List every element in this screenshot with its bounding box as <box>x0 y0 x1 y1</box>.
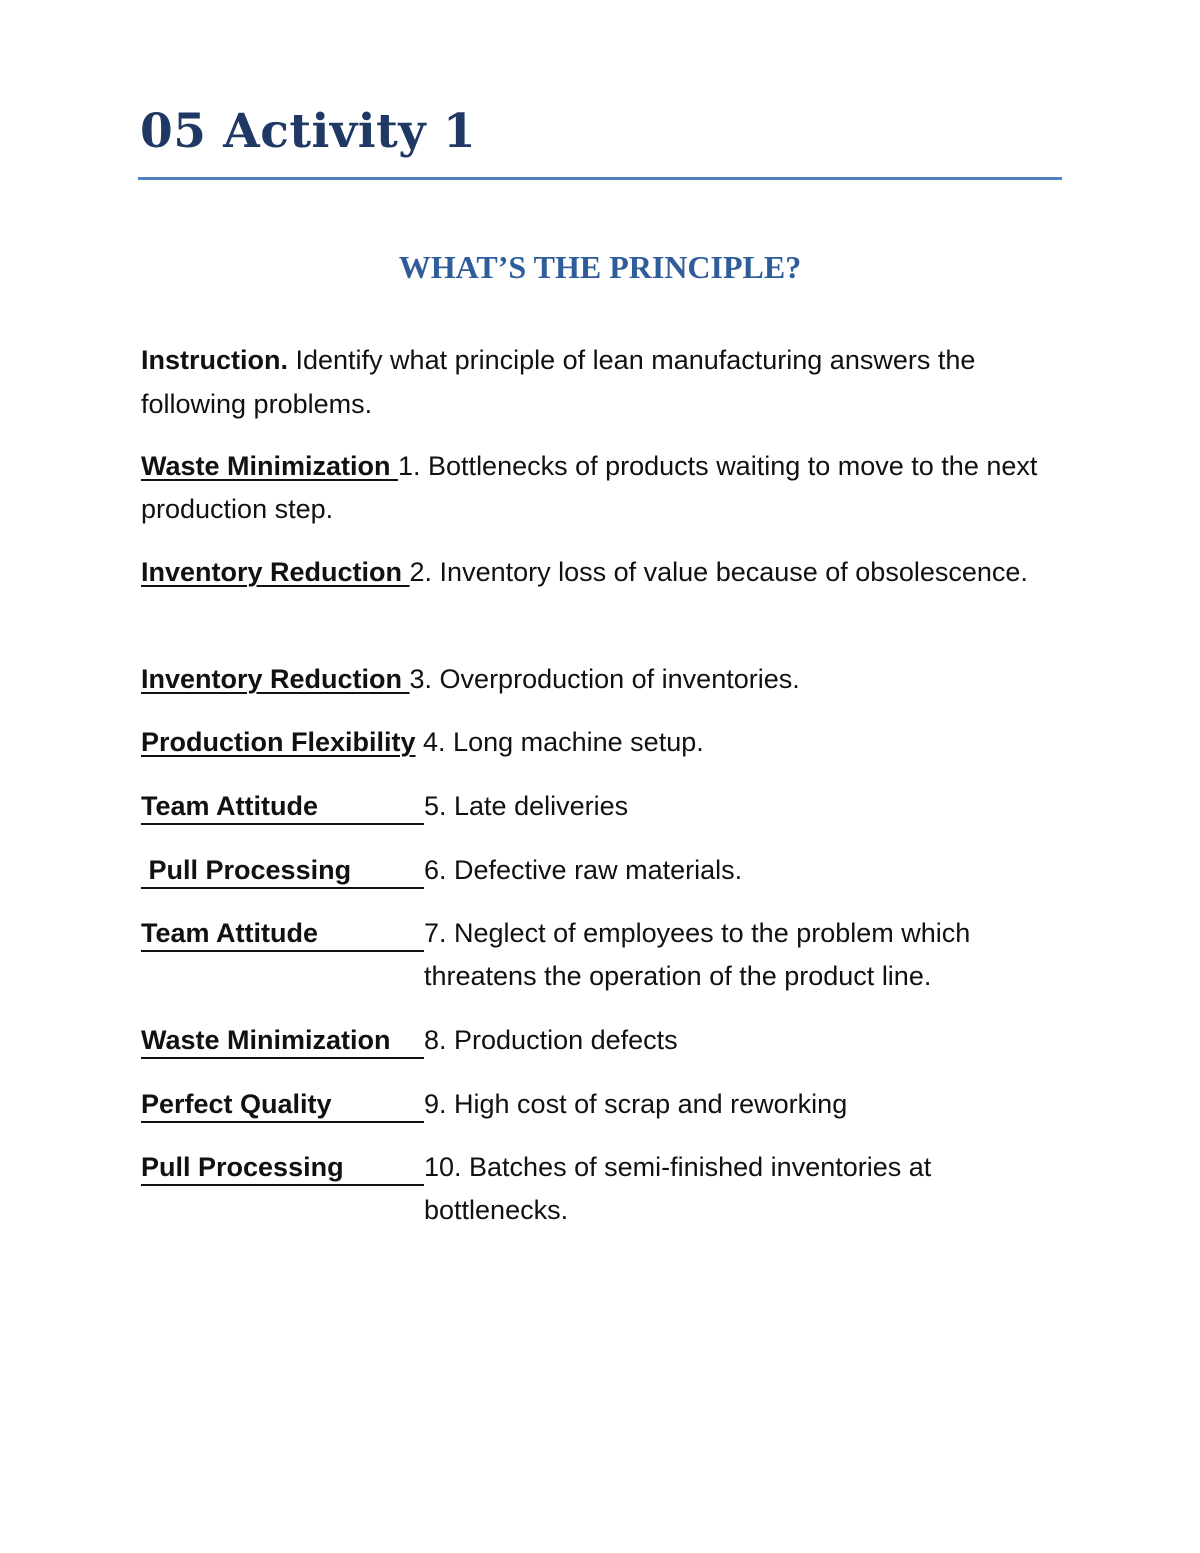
question-text: 2. Inventory loss of value because of obsolescence. <box>409 557 1028 587</box>
answer-label: Waste Minimization <box>141 1023 424 1059</box>
instruction-paragraph <box>141 338 1061 426</box>
answer-label: Team Attitude <box>141 916 424 952</box>
answer-label: Pull Processing <box>141 853 424 889</box>
answer-label: Production Flexibility <box>141 727 416 757</box>
document-title: 05 Activity 1 <box>140 104 477 159</box>
answer-label: Perfect Quality <box>141 1087 424 1123</box>
question-text: 7. Neglect of employees to the problem which threatens the operation of the product line. <box>424 918 971 991</box>
list-item <box>141 658 1061 701</box>
answer-label: Inventory Reduction <box>141 557 410 587</box>
list-item <box>141 912 1061 998</box>
question-text: 10. Batches of semi-finished inventories at bottlenecks. <box>424 1152 932 1225</box>
question-text: 9. High cost of scrap and reworking <box>424 1089 848 1119</box>
title-divider <box>138 177 1062 180</box>
question-text: 8. Production defects <box>424 1025 678 1055</box>
question-text: 1. Bottlenecks of products waiting to move to the next production step. <box>141 451 1038 524</box>
list-item <box>141 721 1061 764</box>
list-item <box>141 1146 1061 1232</box>
question-text: 3. Overproduction of inventories. <box>409 664 800 694</box>
list-item <box>141 849 1061 892</box>
list-item <box>141 1083 1061 1126</box>
instruction-label: Instruction. <box>141 345 288 375</box>
question-text: 5. Late deliveries <box>424 791 629 821</box>
answer-label: Team Attitude <box>141 789 424 825</box>
question-text: 6. Defective raw materials. <box>424 855 743 885</box>
answer-label: Pull Processing <box>141 1150 424 1186</box>
list-item <box>141 445 1061 531</box>
list-item <box>141 785 1061 828</box>
question-text: 4. Long machine setup. <box>415 727 704 757</box>
list-item <box>141 1019 1061 1062</box>
instruction-text: Identify what principle of lean manufacturing answers the following problems. <box>141 345 976 419</box>
answer-label: Waste Minimization <box>141 451 399 481</box>
activity-subtitle: WHAT’S THE PRINCIPLE? <box>398 249 802 285</box>
answer-label: Inventory Reduction <box>141 664 410 694</box>
list-item <box>141 551 1061 594</box>
